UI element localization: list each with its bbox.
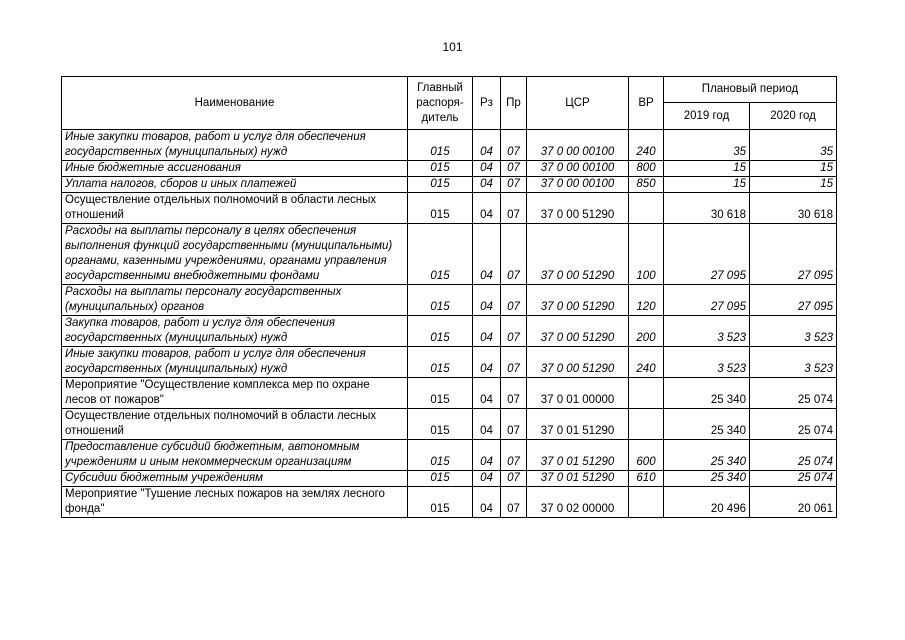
cell-pr: 07 bbox=[501, 471, 527, 487]
header-rz: Рз bbox=[473, 77, 501, 130]
cell-rz: 04 bbox=[473, 161, 501, 177]
table-row bbox=[62, 378, 837, 409]
cell-2020: 27 095 bbox=[750, 285, 837, 316]
cell-pr: 07 bbox=[501, 487, 527, 518]
cell-2020: 15 bbox=[750, 161, 837, 177]
cell-2019: 27 095 bbox=[664, 224, 750, 285]
budget-table bbox=[61, 76, 837, 518]
cell-pr: 07 bbox=[501, 161, 527, 177]
table-row bbox=[62, 316, 837, 347]
cell-vr: 200 bbox=[629, 316, 664, 347]
cell-vr bbox=[629, 193, 664, 224]
cell-name: Иные бюджетные ассигнования bbox=[62, 161, 408, 177]
table-row bbox=[62, 193, 837, 224]
table-row bbox=[62, 130, 837, 161]
cell-rz: 04 bbox=[473, 409, 501, 440]
cell-2020: 3 523 bbox=[750, 316, 837, 347]
header-year-2019: 2019 год bbox=[664, 103, 750, 130]
cell-vr bbox=[629, 487, 664, 518]
cell-vr bbox=[629, 378, 664, 409]
cell-gr: 015 bbox=[408, 409, 473, 440]
cell-2019: 25 340 bbox=[664, 440, 750, 471]
cell-2020: 25 074 bbox=[750, 409, 837, 440]
cell-rz: 04 bbox=[473, 316, 501, 347]
table-row bbox=[62, 487, 837, 518]
cell-csr: 37 0 02 00000 bbox=[527, 487, 629, 518]
cell-2020: 20 061 bbox=[750, 487, 837, 518]
cell-2020: 25 074 bbox=[750, 471, 837, 487]
cell-2020: 35 bbox=[750, 130, 837, 161]
cell-vr bbox=[629, 409, 664, 440]
cell-name: Расходы на выплаты персоналу государственных (муниципальных) органов bbox=[62, 285, 408, 316]
cell-name: Предоставление субсидий бюджетным, автономным учреждениям и иным некоммерческим организациям bbox=[62, 440, 408, 471]
cell-gr: 015 bbox=[408, 193, 473, 224]
cell-pr: 07 bbox=[501, 316, 527, 347]
cell-rz: 04 bbox=[473, 440, 501, 471]
cell-gr: 015 bbox=[408, 161, 473, 177]
table-body bbox=[62, 130, 837, 518]
cell-vr: 120 bbox=[629, 285, 664, 316]
cell-2019: 20 496 bbox=[664, 487, 750, 518]
table-row bbox=[62, 224, 837, 285]
cell-2020: 30 618 bbox=[750, 193, 837, 224]
cell-2019: 3 523 bbox=[664, 347, 750, 378]
table-row bbox=[62, 161, 837, 177]
cell-2020: 25 074 bbox=[750, 378, 837, 409]
cell-gr: 015 bbox=[408, 285, 473, 316]
cell-name: Мероприятие "Осуществление комплекса мер по охране лесов от пожаров" bbox=[62, 378, 408, 409]
table-row bbox=[62, 409, 837, 440]
cell-csr: 37 0 00 00100 bbox=[527, 130, 629, 161]
cell-2020: 25 074 bbox=[750, 440, 837, 471]
table-row bbox=[62, 347, 837, 378]
table-row bbox=[62, 471, 837, 487]
cell-rz: 04 bbox=[473, 224, 501, 285]
cell-rz: 04 bbox=[473, 471, 501, 487]
header-year-2020: 2020 год bbox=[750, 103, 837, 130]
cell-name: Уплата налогов, сборов и иных платежей bbox=[62, 177, 408, 193]
header-vr: ВР bbox=[629, 77, 664, 130]
cell-gr: 015 bbox=[408, 130, 473, 161]
cell-rz: 04 bbox=[473, 193, 501, 224]
cell-name: Закупка товаров, работ и услуг для обеспечения государственных (муниципальных) нужд bbox=[62, 316, 408, 347]
cell-2019: 35 bbox=[664, 130, 750, 161]
cell-gr: 015 bbox=[408, 347, 473, 378]
cell-vr: 240 bbox=[629, 347, 664, 378]
cell-name: Осуществление отдельных полномочий в области лесных отношений bbox=[62, 409, 408, 440]
cell-rz: 04 bbox=[473, 487, 501, 518]
cell-2019: 27 095 bbox=[664, 285, 750, 316]
cell-csr: 37 0 00 51290 bbox=[527, 347, 629, 378]
table-header bbox=[62, 77, 837, 130]
cell-csr: 37 0 01 51290 bbox=[527, 471, 629, 487]
cell-pr: 07 bbox=[501, 224, 527, 285]
header-gr: Главный распоря-дитель bbox=[408, 77, 473, 130]
cell-csr: 37 0 00 00100 bbox=[527, 177, 629, 193]
cell-csr: 37 0 01 51290 bbox=[527, 440, 629, 471]
cell-name: Иные закупки товаров, работ и услуг для обеспечения государственных (муниципальных) нужд bbox=[62, 130, 408, 161]
cell-pr: 07 bbox=[501, 347, 527, 378]
cell-pr: 07 bbox=[501, 409, 527, 440]
cell-rz: 04 bbox=[473, 347, 501, 378]
cell-rz: 04 bbox=[473, 130, 501, 161]
table-row bbox=[62, 285, 837, 316]
cell-gr: 015 bbox=[408, 471, 473, 487]
cell-gr: 015 bbox=[408, 378, 473, 409]
cell-csr: 37 0 00 51290 bbox=[527, 316, 629, 347]
cell-2020: 15 bbox=[750, 177, 837, 193]
cell-csr: 37 0 00 51290 bbox=[527, 285, 629, 316]
cell-2020: 3 523 bbox=[750, 347, 837, 378]
cell-vr: 610 bbox=[629, 471, 664, 487]
header-period: Плановый период bbox=[664, 77, 837, 103]
cell-gr: 015 bbox=[408, 177, 473, 193]
cell-vr: 800 bbox=[629, 161, 664, 177]
cell-csr: 37 0 01 51290 bbox=[527, 409, 629, 440]
cell-vr: 850 bbox=[629, 177, 664, 193]
cell-gr: 015 bbox=[408, 440, 473, 471]
cell-2019: 3 523 bbox=[664, 316, 750, 347]
cell-name: Мероприятие "Тушение лесных пожаров на землях лесного фонда" bbox=[62, 487, 408, 518]
cell-vr: 240 bbox=[629, 130, 664, 161]
cell-pr: 07 bbox=[501, 177, 527, 193]
header-pr: Пр bbox=[501, 77, 527, 130]
cell-rz: 04 bbox=[473, 177, 501, 193]
cell-name: Субсидии бюджетным учреждениям bbox=[62, 471, 408, 487]
cell-pr: 07 bbox=[501, 130, 527, 161]
cell-name: Осуществление отдельных полномочий в области лесных отношений bbox=[62, 193, 408, 224]
cell-rz: 04 bbox=[473, 378, 501, 409]
cell-pr: 07 bbox=[501, 285, 527, 316]
cell-csr: 37 0 00 00100 bbox=[527, 161, 629, 177]
cell-csr: 37 0 00 51290 bbox=[527, 224, 629, 285]
cell-name: Расходы на выплаты персоналу в целях обеспечения выполнения функций государственными (муниципальными) органами, казенными учреждениями, органами управления государственными внебюджетными фондами bbox=[62, 224, 408, 285]
cell-2019: 15 bbox=[664, 161, 750, 177]
table-row bbox=[62, 177, 837, 193]
page-number: 101 bbox=[442, 40, 463, 54]
cell-csr: 37 0 00 51290 bbox=[527, 193, 629, 224]
header-name: Наименование bbox=[62, 77, 408, 130]
cell-name: Иные закупки товаров, работ и услуг для обеспечения государственных (муниципальных) нужд bbox=[62, 347, 408, 378]
header-csr: ЦСР bbox=[527, 77, 629, 130]
cell-vr: 600 bbox=[629, 440, 664, 471]
cell-rz: 04 bbox=[473, 285, 501, 316]
cell-gr: 015 bbox=[408, 316, 473, 347]
cell-gr: 015 bbox=[408, 224, 473, 285]
cell-2019: 15 bbox=[664, 177, 750, 193]
cell-2019: 25 340 bbox=[664, 378, 750, 409]
cell-2020: 27 095 bbox=[750, 224, 837, 285]
cell-pr: 07 bbox=[501, 193, 527, 224]
cell-pr: 07 bbox=[501, 440, 527, 471]
cell-2019: 30 618 bbox=[664, 193, 750, 224]
cell-gr: 015 bbox=[408, 487, 473, 518]
table-row bbox=[62, 440, 837, 471]
cell-vr: 100 bbox=[629, 224, 664, 285]
cell-pr: 07 bbox=[501, 378, 527, 409]
cell-2019: 25 340 bbox=[664, 471, 750, 487]
cell-csr: 37 0 01 00000 bbox=[527, 378, 629, 409]
cell-2019: 25 340 bbox=[664, 409, 750, 440]
